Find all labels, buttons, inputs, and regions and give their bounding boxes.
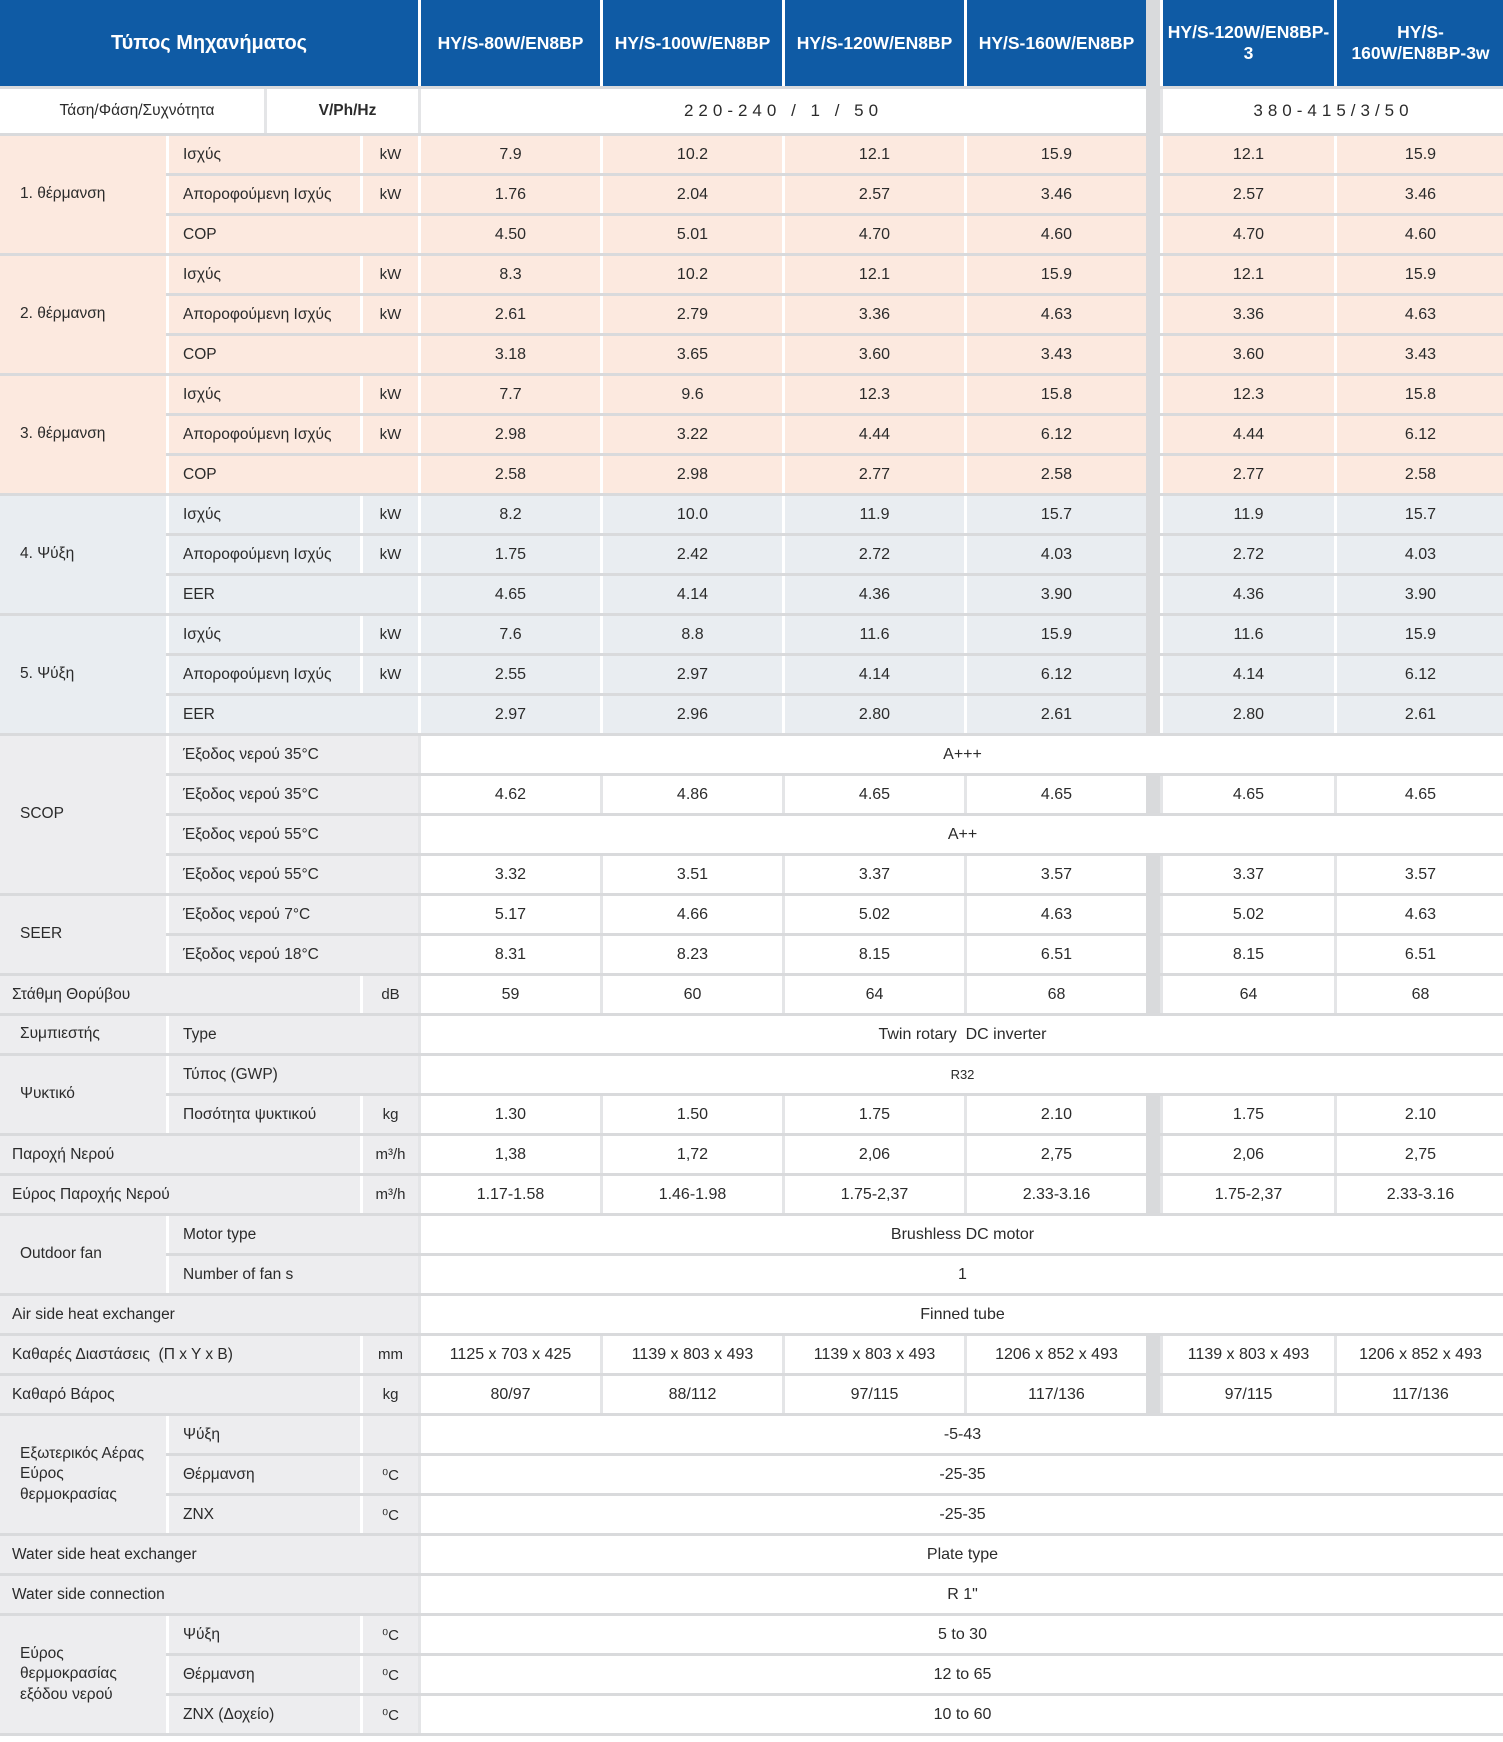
value-cell: 15.9 <box>1334 616 1503 653</box>
value-cell: 15.9 <box>1334 256 1503 293</box>
value-cell: 11.6 <box>782 616 964 653</box>
unit-cell: m³/h <box>360 1176 418 1213</box>
value-cell: 1,38 <box>418 1136 600 1173</box>
unit-cell: kg <box>360 1096 418 1133</box>
value-cell: 8.15 <box>782 936 964 973</box>
value-cell: 2,06 <box>1160 1136 1334 1173</box>
unit-cell: kW <box>360 376 418 413</box>
value-cell: 4.65 <box>1160 776 1334 813</box>
column-header-2: HY/S-100W/EN8BP <box>600 0 782 86</box>
row-label: Εύρος Παροχής Νερού <box>0 1176 360 1213</box>
value-cell: 4.70 <box>1160 216 1334 253</box>
value-cell: 4.63 <box>1334 896 1503 933</box>
value-cell: 68 <box>964 976 1146 1013</box>
column-header-5: HY/S-120W/EN8BP-3 <box>1160 0 1334 86</box>
section-label: Outdoor fan <box>0 1216 166 1293</box>
value-cell: 117/136 <box>964 1376 1146 1413</box>
value-cell: 4.86 <box>600 776 782 813</box>
value-cell: 3.36 <box>1160 296 1334 333</box>
value-cell: 3.90 <box>964 576 1146 613</box>
value-cell: 1.75 <box>418 536 600 573</box>
value-cell: 12.1 <box>1160 136 1334 173</box>
value-cell: 117/136 <box>1334 1376 1503 1413</box>
value-cell: 1.17-1.58 <box>418 1176 600 1213</box>
value-cell: 3.51 <box>600 856 782 893</box>
span-value-cell: A+++ <box>418 736 1503 773</box>
row-label: Έξοδος νερού 55°C <box>166 856 418 893</box>
section-label: 3. θέρμανση <box>0 376 166 493</box>
value-cell: 5.02 <box>782 896 964 933</box>
section-label: Ψυκτικό <box>0 1056 166 1133</box>
value-cell: 80/97 <box>418 1376 600 1413</box>
value-cell: 4.63 <box>964 896 1146 933</box>
value-cell: 4.44 <box>782 416 964 453</box>
value-cell: 68 <box>1334 976 1503 1013</box>
value-cell: 1.50 <box>600 1096 782 1133</box>
row-label: Έξοδος νερού 18°C <box>166 936 418 973</box>
value-cell: 2.98 <box>600 456 782 493</box>
value-cell: 12.3 <box>782 376 964 413</box>
value-cell: 4.62 <box>418 776 600 813</box>
value-cell: 1.46-1.98 <box>600 1176 782 1213</box>
value-cell: 2.80 <box>782 696 964 733</box>
value-cell: 3.43 <box>1334 336 1503 373</box>
unit-cell: kW <box>360 496 418 533</box>
row-label: Ποσότητα ψυκτικού <box>166 1096 360 1133</box>
value-cell: 3.60 <box>782 336 964 373</box>
value-cell: 2.10 <box>1334 1096 1503 1133</box>
value-cell: 3.57 <box>1334 856 1503 893</box>
row-label: Air side heat exchanger <box>0 1296 418 1333</box>
value-cell: 4.60 <box>1334 216 1503 253</box>
value-cell: 3.32 <box>418 856 600 893</box>
value-cell: 88/112 <box>600 1376 782 1413</box>
value-cell: 3.18 <box>418 336 600 373</box>
voltage-unit: V/Ph/Hz <box>264 89 418 133</box>
section-label: 2. θέρμανση <box>0 256 166 373</box>
unit-cell: kW <box>360 296 418 333</box>
row-label: Αποροφούμενη Ισχύς <box>166 296 360 333</box>
value-cell: 4.14 <box>782 656 964 693</box>
row-label: COP <box>166 456 418 493</box>
value-cell: 7.9 <box>418 136 600 173</box>
value-cell: 4.65 <box>782 776 964 813</box>
value-cell: 1206 x 852 x 493 <box>1334 1336 1503 1373</box>
value-cell: 2.04 <box>600 176 782 213</box>
value-cell: 8.3 <box>418 256 600 293</box>
column-header-6: HY/S-160W/EN8BP-3w <box>1334 0 1503 86</box>
value-cell: 2.58 <box>1334 456 1503 493</box>
value-cell: 2.58 <box>964 456 1146 493</box>
row-label: Ισχύς <box>166 496 360 533</box>
value-cell: 4.03 <box>1334 536 1503 573</box>
section-label: 1. θέρμανση <box>0 136 166 253</box>
value-cell: 1.75-2,37 <box>782 1176 964 1213</box>
value-cell: 2.96 <box>600 696 782 733</box>
row-label: Στάθμη Θορύβου <box>0 976 360 1013</box>
unit-cell: ⁰C <box>360 1616 418 1653</box>
row-label: Καθαρές Διαστάσεις (Π x Y x B) <box>0 1336 360 1373</box>
value-cell: 12.3 <box>1160 376 1334 413</box>
value-cell: 2.61 <box>1334 696 1503 733</box>
value-cell: 2,75 <box>1334 1136 1503 1173</box>
span-value-cell: 12 to 65 <box>418 1656 1503 1693</box>
value-cell: 1.30 <box>418 1096 600 1133</box>
value-cell: 1.76 <box>418 176 600 213</box>
value-cell: 4.14 <box>600 576 782 613</box>
value-cell: 15.9 <box>964 616 1146 653</box>
value-cell: 60 <box>600 976 782 1013</box>
row-label: Καθαρό Βάρος <box>0 1376 360 1413</box>
value-cell: 1,72 <box>600 1136 782 1173</box>
value-cell: 8.15 <box>1160 936 1334 973</box>
row-label: Έξοδος νερού 7°C <box>166 896 418 933</box>
unit-cell: kW <box>360 136 418 173</box>
section-label: 4. Ψύξη <box>0 496 166 613</box>
value-cell: 15.8 <box>964 376 1146 413</box>
value-cell: 3.57 <box>964 856 1146 893</box>
value-cell: 10.0 <box>600 496 782 533</box>
value-cell: 3.90 <box>1334 576 1503 613</box>
value-cell: 15.7 <box>964 496 1146 533</box>
column-header-1: HY/S-80W/EN8BP <box>418 0 600 86</box>
row-label: Έξοδος νερού 35°C <box>166 736 418 773</box>
value-cell: 59 <box>418 976 600 1013</box>
unit-cell: kW <box>360 616 418 653</box>
column-header-4: HY/S-160W/EN8BP <box>964 0 1146 86</box>
row-label: Αποροφούμενη Ισχύς <box>166 176 360 213</box>
section-label: SCOP <box>0 736 166 893</box>
value-cell: 3.22 <box>600 416 782 453</box>
unit-cell: kW <box>360 656 418 693</box>
row-label: ZNX (Δοχείο) <box>166 1696 360 1733</box>
table-title: Τύπος Μηχανήματος <box>0 0 418 86</box>
value-cell: 2.77 <box>782 456 964 493</box>
row-label: Number of fan s <box>166 1256 418 1293</box>
value-cell: 6.51 <box>1334 936 1503 973</box>
row-label: Παροχή Νερού <box>0 1136 360 1173</box>
value-cell: 1206 x 852 x 493 <box>964 1336 1146 1373</box>
value-cell: 3.60 <box>1160 336 1334 373</box>
unit-cell: kg <box>360 1376 418 1413</box>
value-cell: 12.1 <box>1160 256 1334 293</box>
value-cell: 2.58 <box>418 456 600 493</box>
value-cell: 2,75 <box>964 1136 1146 1173</box>
unit-cell: ⁰C <box>360 1496 418 1533</box>
value-cell: 3.65 <box>600 336 782 373</box>
value-cell: 2.61 <box>964 696 1146 733</box>
value-cell: 15.9 <box>964 136 1146 173</box>
value-cell: 8.23 <box>600 936 782 973</box>
unit-cell: mm <box>360 1336 418 1373</box>
value-cell: 3.46 <box>1334 176 1503 213</box>
value-cell: 2.33-3.16 <box>1334 1176 1503 1213</box>
row-label: Ισχύς <box>166 256 360 293</box>
value-cell: 3.37 <box>1160 856 1334 893</box>
span-value-cell: -25-35 <box>418 1456 1503 1493</box>
value-cell: 9.6 <box>600 376 782 413</box>
section-label: Εύρος θερμοκρασίας εξόδου νερού <box>0 1616 166 1733</box>
value-cell: 3.43 <box>964 336 1146 373</box>
section-label: 5. Ψύξη <box>0 616 166 733</box>
row-label: Θέρμανση <box>166 1656 360 1693</box>
value-cell: 8.31 <box>418 936 600 973</box>
row-label: Water side heat exchanger <box>0 1536 418 1573</box>
unit-cell: ⁰C <box>360 1696 418 1733</box>
row-label: Ισχύς <box>166 616 360 653</box>
value-cell: 1139 x 803 x 493 <box>1160 1336 1334 1373</box>
row-label: Water side connection <box>0 1576 418 1613</box>
row-label: Θέρμανση <box>166 1456 360 1493</box>
value-cell: 4.50 <box>418 216 600 253</box>
span-value-cell: A++ <box>418 816 1503 853</box>
row-label: Ψύξη <box>166 1416 360 1453</box>
row-label: EER <box>166 576 418 613</box>
value-cell: 11.6 <box>1160 616 1334 653</box>
value-cell: 5.01 <box>600 216 782 253</box>
value-cell: 12.1 <box>782 136 964 173</box>
unit-cell: ⁰C <box>360 1656 418 1693</box>
value-cell: 5.17 <box>418 896 600 933</box>
unit-cell: m³/h <box>360 1136 418 1173</box>
span-value-cell: Twin rotary DC inverter <box>418 1016 1503 1053</box>
value-cell: 2.79 <box>600 296 782 333</box>
value-cell: 2.97 <box>418 696 600 733</box>
value-cell: 6.12 <box>964 416 1146 453</box>
value-cell: 3.46 <box>964 176 1146 213</box>
value-cell: 2.72 <box>782 536 964 573</box>
value-cell: 8.2 <box>418 496 600 533</box>
value-cell: 2.57 <box>1160 176 1334 213</box>
voltage-value-single-phase: 220-240 / 1 / 50 <box>418 89 1146 133</box>
unit-cell: dB <box>360 976 418 1013</box>
row-label: Έξοδος νερού 35°C <box>166 776 418 813</box>
row-label: COP <box>166 216 418 253</box>
value-cell: 4.66 <box>600 896 782 933</box>
value-cell: 4.65 <box>418 576 600 613</box>
section-label: Εξωτερικός Αέρας Εύρος θερμοκρασίας <box>0 1416 166 1533</box>
value-cell: 2.42 <box>600 536 782 573</box>
span-value-cell: R32 <box>418 1056 1503 1093</box>
row-label: Ισχύς <box>166 376 360 413</box>
span-value-cell: R 1" <box>418 1576 1503 1613</box>
value-cell: 2.55 <box>418 656 600 693</box>
value-cell: 64 <box>782 976 964 1013</box>
value-cell: 10.2 <box>600 136 782 173</box>
unit-cell: kW <box>360 536 418 573</box>
value-cell: 4.65 <box>964 776 1146 813</box>
row-label: COP <box>166 336 418 373</box>
value-cell: 6.12 <box>1334 416 1503 453</box>
row-label: Έξοδος νερού 55°C <box>166 816 418 853</box>
value-cell: 2.10 <box>964 1096 1146 1133</box>
value-cell: 3.36 <box>782 296 964 333</box>
value-cell: 11.9 <box>782 496 964 533</box>
value-cell: 1.75 <box>782 1096 964 1133</box>
value-cell: 6.12 <box>1334 656 1503 693</box>
unit-cell: kW <box>360 256 418 293</box>
unit-cell <box>360 1416 418 1453</box>
value-cell: 8.8 <box>600 616 782 653</box>
value-cell: 97/115 <box>782 1376 964 1413</box>
value-cell: 2.97 <box>600 656 782 693</box>
value-cell: 2.57 <box>782 176 964 213</box>
value-cell: 4.36 <box>782 576 964 613</box>
row-label: Αποροφούμενη Ισχύς <box>166 656 360 693</box>
value-cell: 4.63 <box>964 296 1146 333</box>
value-cell: 10.2 <box>600 256 782 293</box>
value-cell: 64 <box>1160 976 1334 1013</box>
span-value-cell: Finned tube <box>418 1296 1503 1333</box>
section-label: Συμπιεστής <box>0 1016 166 1053</box>
value-cell: 11.9 <box>1160 496 1334 533</box>
row-label: Motor type <box>166 1216 418 1253</box>
value-cell: 6.12 <box>964 656 1146 693</box>
value-cell: 15.7 <box>1334 496 1503 533</box>
span-value-cell: 5 to 30 <box>418 1616 1503 1653</box>
value-cell: 5.02 <box>1160 896 1334 933</box>
span-value-cell: -5-43 <box>418 1416 1503 1453</box>
value-cell: 6.51 <box>964 936 1146 973</box>
value-cell: 2.72 <box>1160 536 1334 573</box>
value-cell: 2.61 <box>418 296 600 333</box>
row-label: ZNX <box>166 1496 360 1533</box>
row-label: EER <box>166 696 418 733</box>
value-cell: 97/115 <box>1160 1376 1334 1413</box>
value-cell: 1125 x 703 x 425 <box>418 1336 600 1373</box>
value-cell: 15.8 <box>1334 376 1503 413</box>
value-cell: 1139 x 803 x 493 <box>600 1336 782 1373</box>
value-cell: 12.1 <box>782 256 964 293</box>
span-value-cell: 1 <box>418 1256 1503 1293</box>
row-label: Αποροφούμενη Ισχύς <box>166 416 360 453</box>
value-cell: 4.65 <box>1334 776 1503 813</box>
row-label: Τύπος (GWP) <box>166 1056 418 1093</box>
value-cell: 15.9 <box>1334 136 1503 173</box>
section-label: SEER <box>0 896 166 973</box>
span-value-cell: 10 to 60 <box>418 1696 1503 1733</box>
value-cell: 4.63 <box>1334 296 1503 333</box>
row-label: Type <box>166 1016 418 1053</box>
value-cell: 2.77 <box>1160 456 1334 493</box>
span-value-cell: Brushless DC motor <box>418 1216 1503 1253</box>
value-cell: 2.98 <box>418 416 600 453</box>
unit-cell: ⁰C <box>360 1456 418 1493</box>
value-cell: 1139 x 803 x 493 <box>782 1336 964 1373</box>
value-cell: 1.75-2,37 <box>1160 1176 1334 1213</box>
value-cell: 2.33-3.16 <box>964 1176 1146 1213</box>
value-cell: 4.70 <box>782 216 964 253</box>
voltage-label: Τάση/Φάση/Συχνότητα <box>0 89 264 133</box>
value-cell: 2,06 <box>782 1136 964 1173</box>
unit-cell: kW <box>360 416 418 453</box>
value-cell: 4.14 <box>1160 656 1334 693</box>
unit-cell: kW <box>360 176 418 213</box>
value-cell: 1.75 <box>1160 1096 1334 1133</box>
value-cell: 7.6 <box>418 616 600 653</box>
value-cell: 4.44 <box>1160 416 1334 453</box>
row-label: Ισχύς <box>166 136 360 173</box>
column-header-3: HY/S-120W/EN8BP <box>782 0 964 86</box>
value-cell: 2.80 <box>1160 696 1334 733</box>
value-cell: 3.37 <box>782 856 964 893</box>
row-label: Αποροφούμενη Ισχύς <box>166 536 360 573</box>
span-value-cell: -25-35 <box>418 1496 1503 1533</box>
value-cell: 4.36 <box>1160 576 1334 613</box>
voltage-value-three-phase: 380-415/3/50 <box>1160 89 1503 133</box>
value-cell: 4.03 <box>964 536 1146 573</box>
row-label: Ψύξη <box>166 1616 360 1653</box>
value-cell: 15.9 <box>964 256 1146 293</box>
span-value-cell: Plate type <box>418 1536 1503 1573</box>
value-cell: 7.7 <box>418 376 600 413</box>
value-cell: 4.60 <box>964 216 1146 253</box>
